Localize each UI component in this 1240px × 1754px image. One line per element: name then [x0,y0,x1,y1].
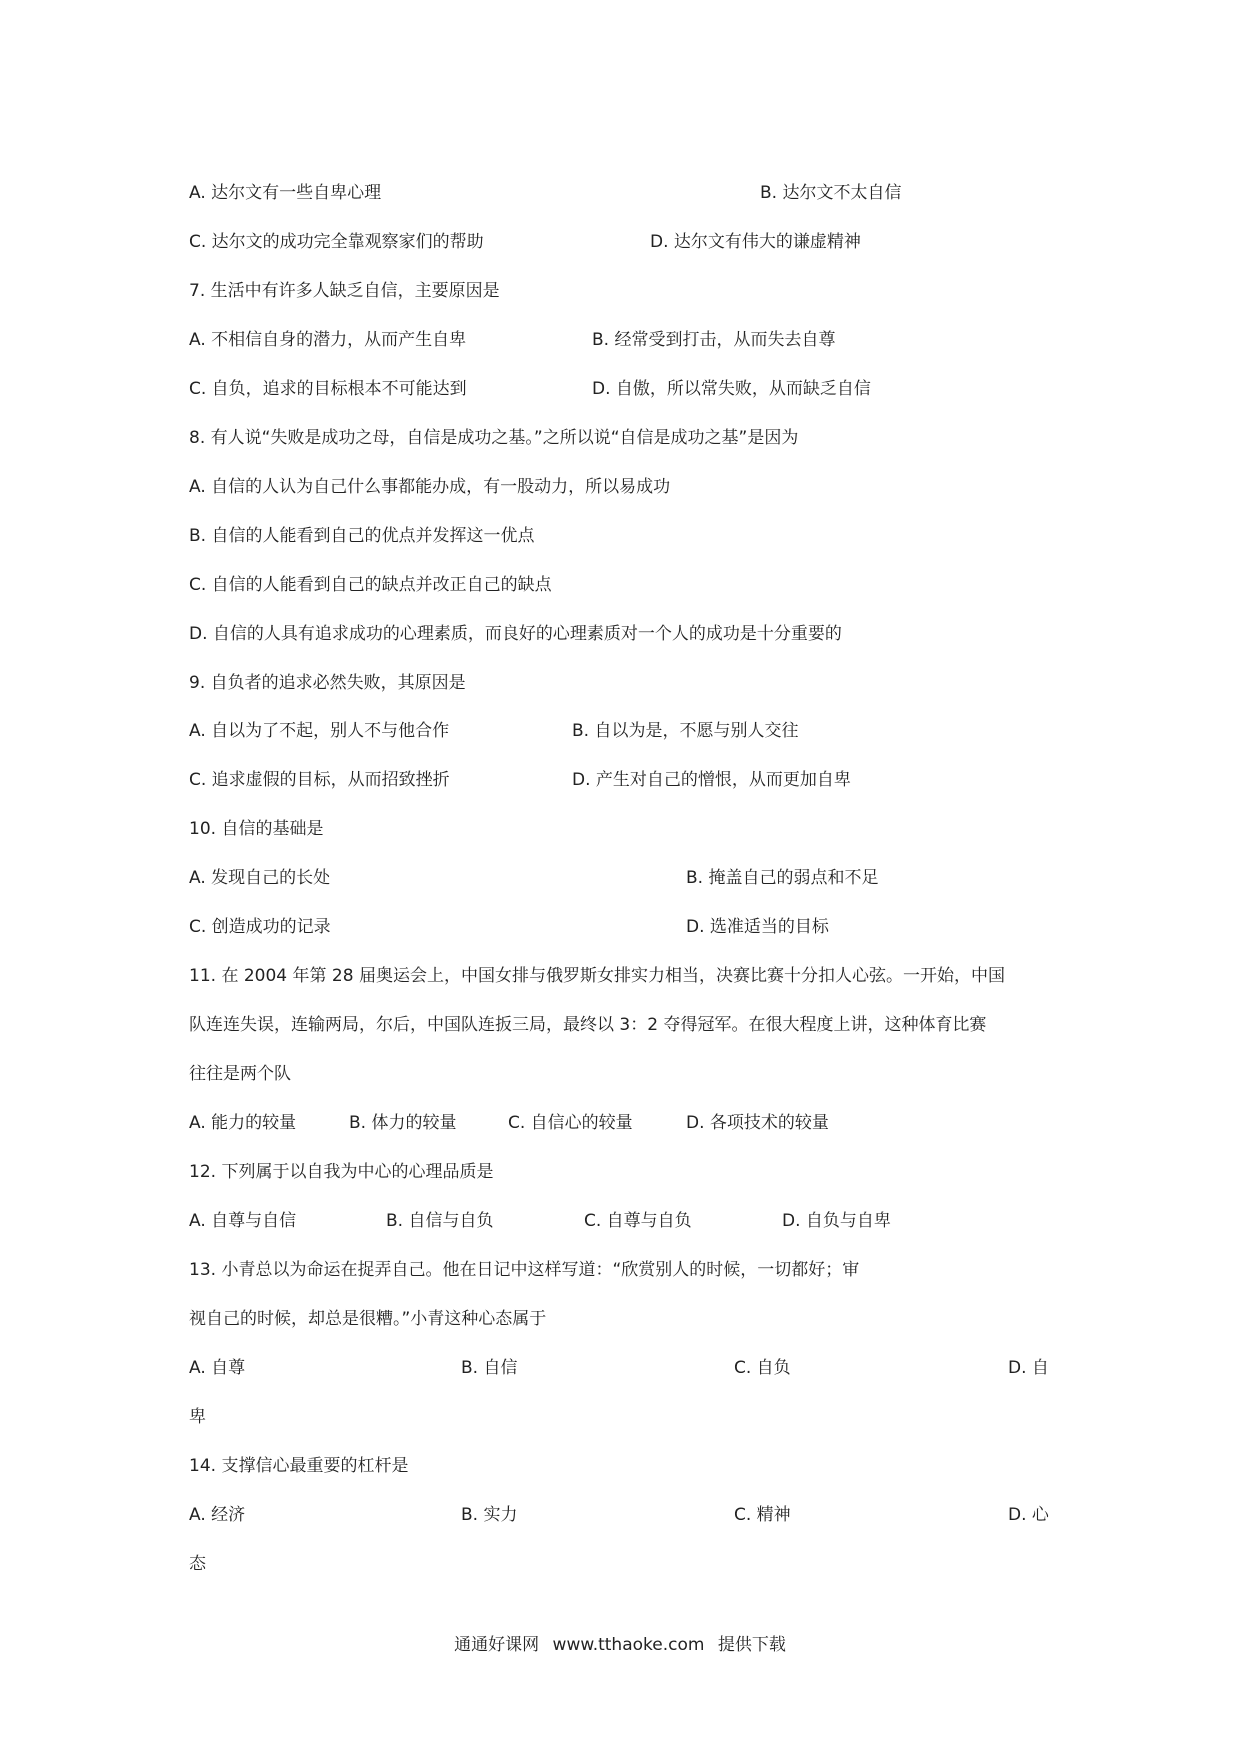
q7-option-d: D. 自傲，所以常失败，从而缺乏自信 [592,379,871,399]
q9-option-b: B. 自以为是，不愿与别人交往 [572,721,799,741]
q8-option-c: C. 自信的人能看到自己的缺点并改正自己的缺点 [189,575,552,595]
q11-stem-line1: 11. 在 2004 年第 28 届奥运会上，中国女排与俄罗斯女排实力相当，决赛比赛十分扣人心弦。一开始，中国 [189,966,1005,986]
q12-option-d: D. 自负与自卑 [782,1211,891,1231]
q13-stem-line1: 13. 小青总以为命运在捉弄自己。他在日记中这样写道：“欣赏别人的时候，一切都好；审 [189,1260,860,1280]
q14-option-d-wrap: 态 [189,1554,206,1574]
q10-option-d: D. 选准适当的目标 [686,917,829,937]
q7-option-a: A. 不相信自身的潜力，从而产生自卑 [189,330,467,350]
q14-option-c: C. 精神 [734,1505,791,1525]
q12-option-c: C. 自尊与自负 [584,1211,692,1231]
q11-option-a: A. 能力的较量 [189,1113,297,1133]
q12-option-a: A. 自尊与自信 [189,1211,297,1231]
q8-option-a: A. 自信的人认为自己什么事都能办成，有一股动力，所以易成功 [189,477,671,497]
q11-stem-line3: 往往是两个队 [189,1064,291,1084]
q9-option-d: D. 产生对自己的憎恨，从而更加自卑 [572,770,851,790]
q9-option-c: C. 追求虚假的目标，从而招致挫折 [189,770,450,790]
q10-option-b: B. 掩盖自己的弱点和不足 [686,868,879,888]
q13-option-b: B. 自信 [461,1358,518,1378]
footer-suffix: 提供下载 [717,1635,786,1655]
q13-stem-line2: 视自己的时候，却总是很糟。”小青这种心态属于 [189,1309,547,1329]
q7-option-b: B. 经常受到打击，从而失去自尊 [592,330,836,350]
q13-option-d-wrap: 卑 [189,1407,206,1427]
q13-option-c: C. 自负 [734,1358,791,1378]
q11-option-b: B. 体力的较量 [349,1113,457,1133]
q14-option-d: D. 心 [1008,1505,1049,1525]
q6-option-c: C. 达尔文的成功完全靠观察家们的帮助 [189,232,484,252]
q9-option-a: A. 自以为了不起，别人不与他合作 [189,721,450,741]
q10-option-c: C. 创造成功的记录 [189,917,331,937]
page-footer [0,1634,1240,1656]
q11-stem-line2: 队连连失误，连输两局，尔后，中国队连扳三局，最终以 3：2 夺得冠军。在很大程度上讲，这种体育比赛 [189,1015,987,1035]
footer-site-name: 通通好课网 [454,1635,540,1655]
q11-option-c: C. 自信心的较量 [508,1113,633,1133]
q7-option-c: C. 自负，追求的目标根本不可能达到 [189,379,467,399]
footer-url[interactable]: www.tthaoke.com [552,1635,705,1655]
q6-option-a: A. 达尔文有一些自卑心理 [189,183,382,203]
q11-option-d: D. 各项技术的较量 [686,1113,829,1133]
q14-option-a: A. 经济 [189,1505,246,1525]
q9-stem: 9. 自负者的追求必然失败，其原因是 [189,673,466,693]
q12-option-b: B. 自信与自负 [386,1211,494,1231]
q10-stem: 10. 自信的基础是 [189,819,324,839]
q7-stem: 7. 生活中有许多人缺乏自信，主要原因是 [189,281,500,301]
q14-stem: 14. 支撑信心最重要的杠杆是 [189,1456,409,1476]
q10-option-a: A. 发现自己的长处 [189,868,331,888]
q8-stem: 8. 有人说“失败是成功之母，自信是成功之基。”之所以说“自信是成功之基”是因为 [189,428,799,448]
q12-stem: 12. 下列属于以自我为中心的心理品质是 [189,1162,494,1182]
q13-option-d: D. 自 [1008,1358,1049,1378]
q14-option-b: B. 实力 [461,1505,518,1525]
q8-option-b: B. 自信的人能看到自己的优点并发挥这一优点 [189,526,535,546]
q8-option-d: D. 自信的人具有追求成功的心理素质，而良好的心理素质对一个人的成功是十分重要的 [189,624,842,644]
q6-option-d: D. 达尔文有伟大的谦虚精神 [650,232,861,252]
q6-option-b: B. 达尔文不太自信 [760,183,902,203]
q13-option-a: A. 自尊 [189,1358,246,1378]
